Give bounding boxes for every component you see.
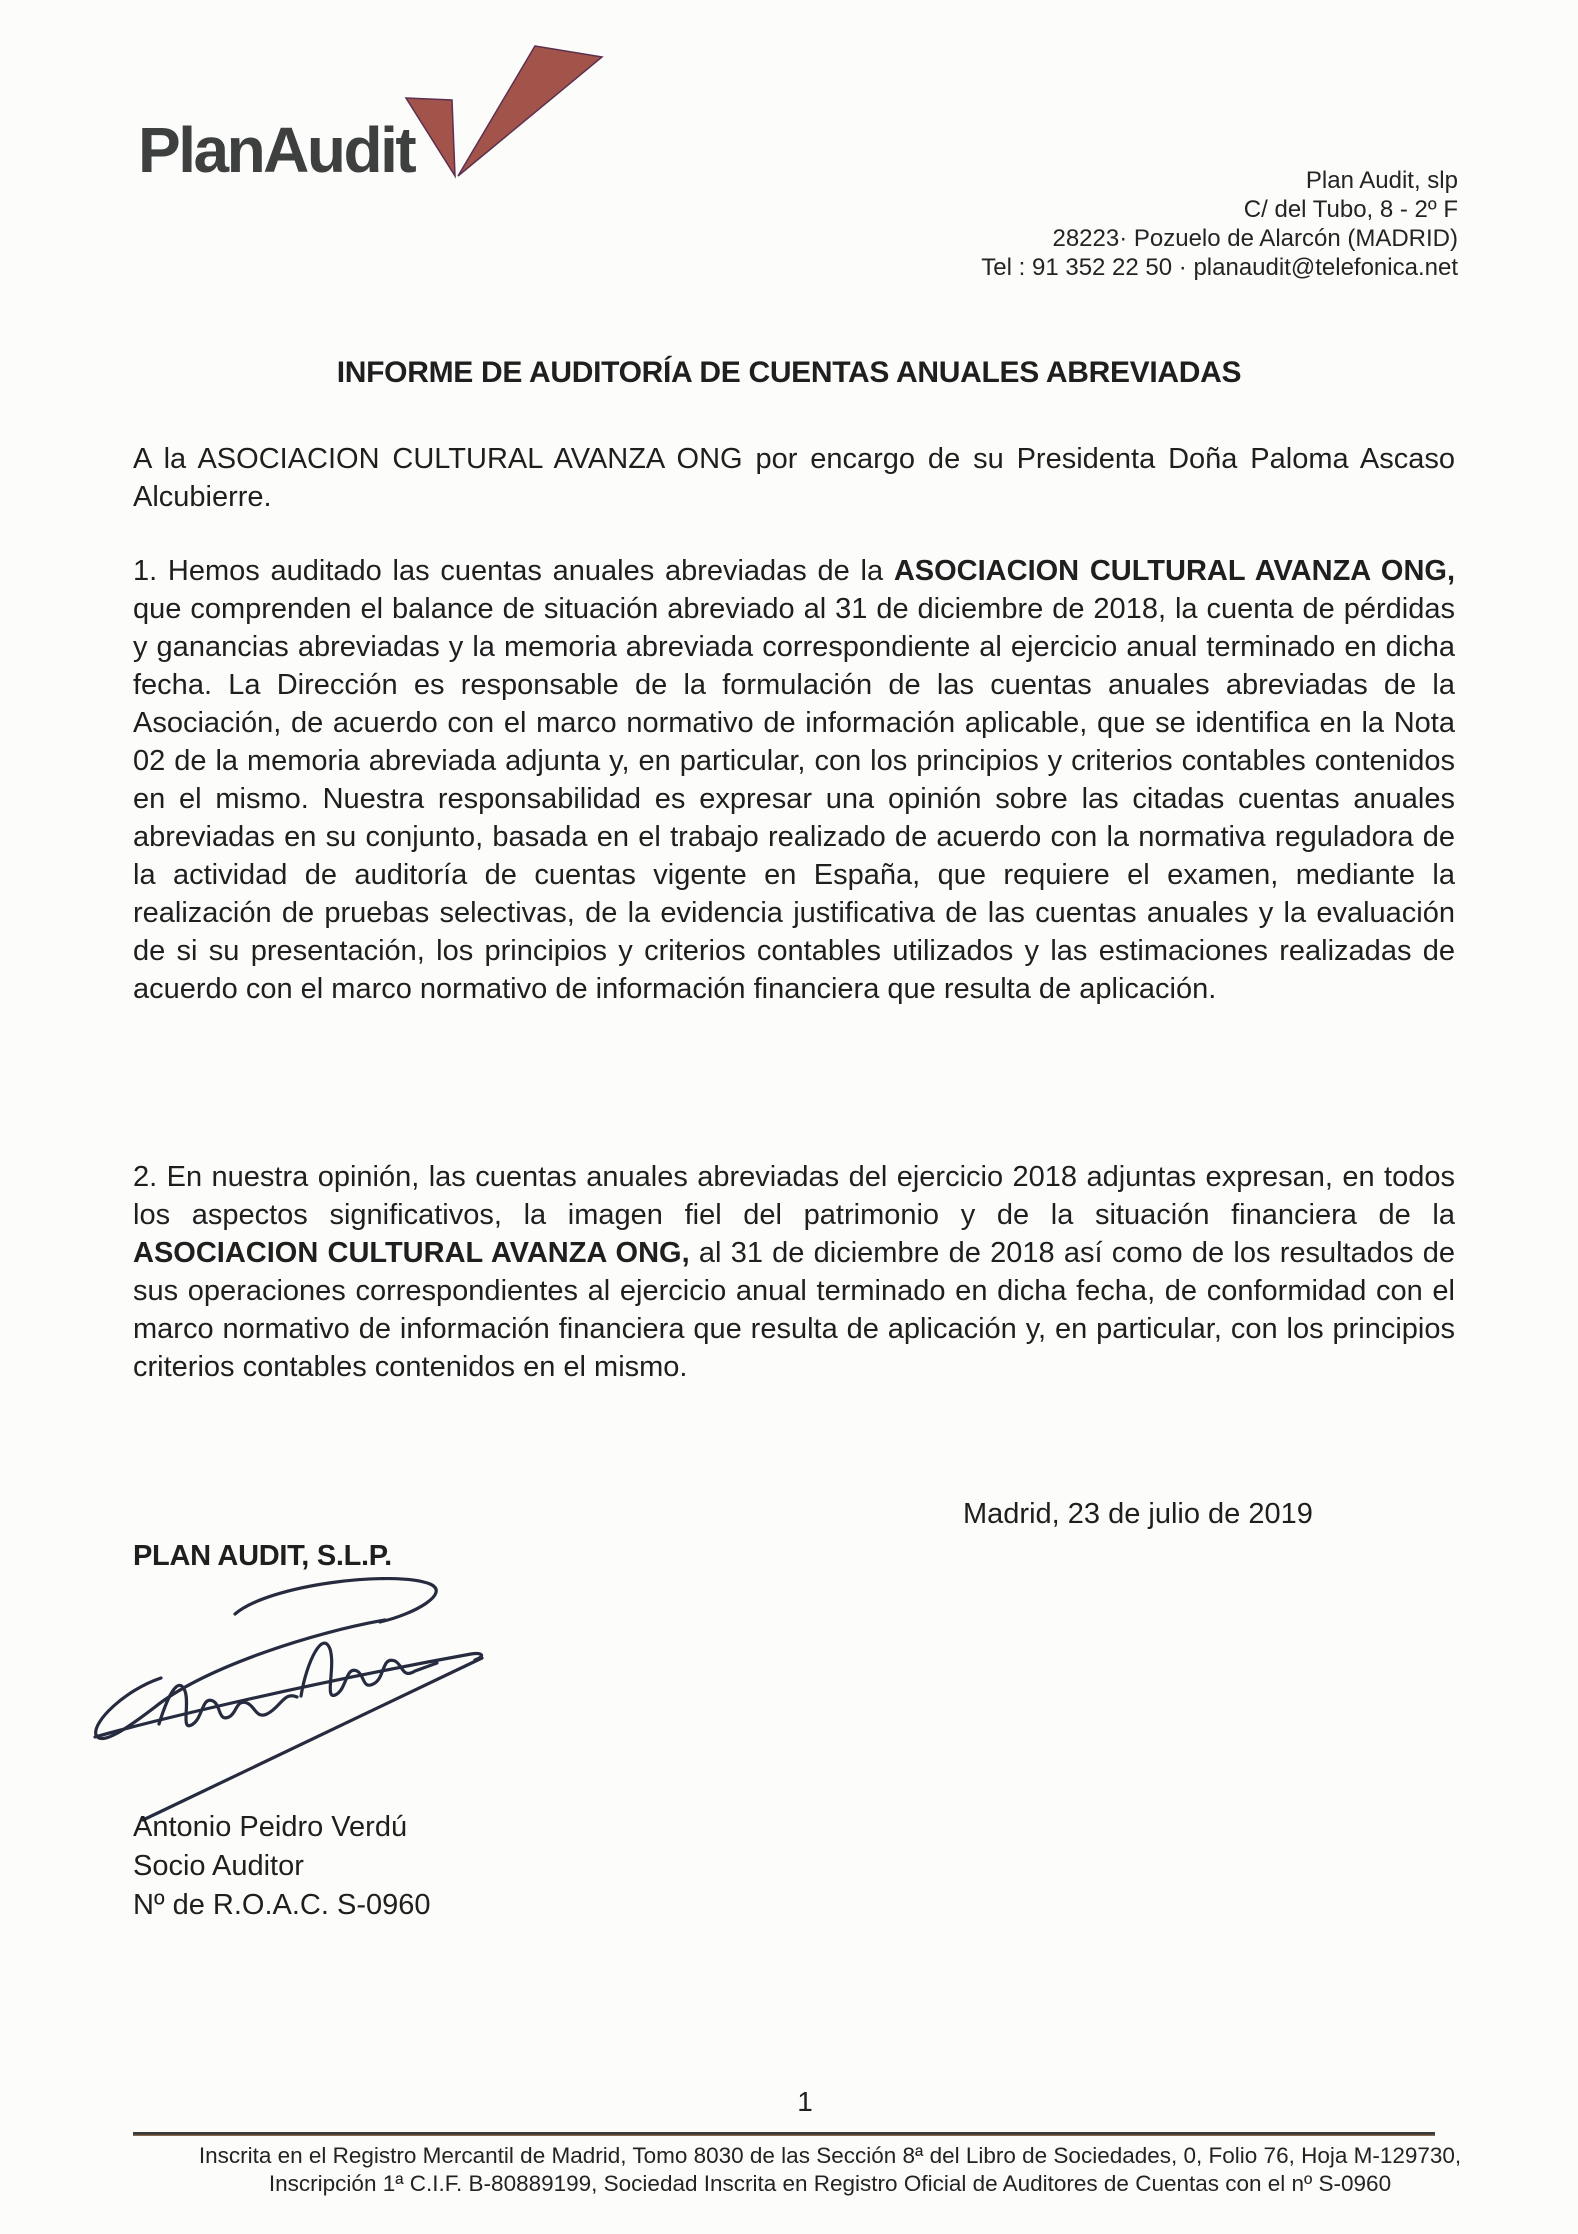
footer-registry-text xyxy=(160,2142,1500,2198)
footer-line-2: Inscripción 1ª C.I.F. B-80889199, Sociedad Inscrita en Registro Oficial de Auditores de Cuentas con el nº S-0960 xyxy=(268,2171,1392,2196)
addressee-paragraph: A la ASOCIACION CULTURAL AVANZA ONG por encargo de su Presidenta Doña Paloma Ascaso Alcubierre. xyxy=(133,443,1455,513)
document-title: INFORME DE AUDITORÍA DE CUENTAS ANUALES ABREVIADAS xyxy=(336,356,1242,389)
letterhead-line: Tel : 91 352 22 50 · planaudit@telefonica.net xyxy=(981,254,1458,281)
letterhead-line: 28223· Pozuelo de Alarcón (MADRID) xyxy=(1052,225,1458,252)
signer-identity xyxy=(133,1808,431,1925)
entity-name-bold: ASOCIACION CULTURAL AVANZA ONG, xyxy=(893,555,1455,587)
handwritten-signature xyxy=(85,1572,505,1824)
letterhead-line: Plan Audit, slp xyxy=(1305,167,1458,194)
entity-name-bold: ASOCIACION CULTURAL AVANZA ONG, xyxy=(133,1237,690,1269)
paragraph-1 xyxy=(133,552,1455,1008)
dateline: Madrid, 23 de julio de 2019 xyxy=(963,1498,1313,1530)
signer-role: Socio Auditor xyxy=(133,1850,304,1882)
planaudit-logo xyxy=(138,114,415,198)
signer-name: Antonio Peidro Verdú xyxy=(133,1811,408,1843)
paragraph-1-text: 1. Hemos auditado las cuentas anuales abreviadas de la xyxy=(133,555,894,587)
planaudit-logo-text: PlanAudit xyxy=(138,114,415,186)
letterhead-address xyxy=(981,166,1458,282)
paragraph-2 xyxy=(133,1158,1455,1386)
letterhead-line: C/ del Tubo, 8 - 2º F xyxy=(1243,196,1458,223)
footer-line-1: Inscrita en el Registro Mercantil de Madrid, Tomo 8030 de las Sección 8ª del Libro de Sociedades, 0, Folio 76, Hoja M-129730, xyxy=(198,2143,1462,2168)
page-number: 1 xyxy=(797,2086,813,2117)
footer-divider xyxy=(133,2132,1435,2136)
paragraph-2-text: 2. En nuestra opinión, las cuentas anuales abreviadas del ejercicio 2018 adjuntas expresan, en todos los aspectos significativos, la imagen fiel del patrimonio y de la situación financiera de la xyxy=(133,1161,1455,1231)
planaudit-checkmark-icon xyxy=(398,42,608,182)
signer-company: PLAN AUDIT, S.L.P. xyxy=(133,1540,392,1572)
paragraph-1-text: que comprenden el balance de situación abreviado al 31 de diciembre de 2018, la cuenta de pérdidas y ganancias abreviadas y la memoria abreviada correspondiente al ejercicio anual terminado en dicha fecha. La Dirección es responsable de la formulación de las cuentas anuales abreviadas de la Asociación, de acuerdo con el marco normativo de información aplicable, que se identifica en la Nota 02 de la memoria abreviada adjunta y, en particular, con los principios y criterios contables contenidos en el mismo. Nuestra responsabilidad es expresar una opinión sobre las citadas cuentas anuales abreviadas en su conjunto, basada en el trabajo realizado de acuerdo con la normativa reguladora de la actividad de auditoría de cuentas vigente en España, que requiere el examen, mediante la realización de pruebas selectivas, de la evidencia justificativa de las cuentas anuales y la evaluación de si su presentación, los principios y criterios contables utilizados y las estimaciones realizadas de acuerdo con el marco normativo de información financiera que resulta de aplicación. xyxy=(133,593,1455,1005)
paragraph-2-text: al 31 de diciembre de 2018 así como de los resultados de sus operaciones correspondientes al ejercicio anual terminado en dicha fecha, de conformidad con el marco normativo de información financiera que resulta de aplicación y, en particular, con los principios criterios contables contenidos en el mismo. xyxy=(133,1237,1455,1383)
signer-roac-number: Nº de R.O.A.C. S-0960 xyxy=(133,1889,431,1921)
